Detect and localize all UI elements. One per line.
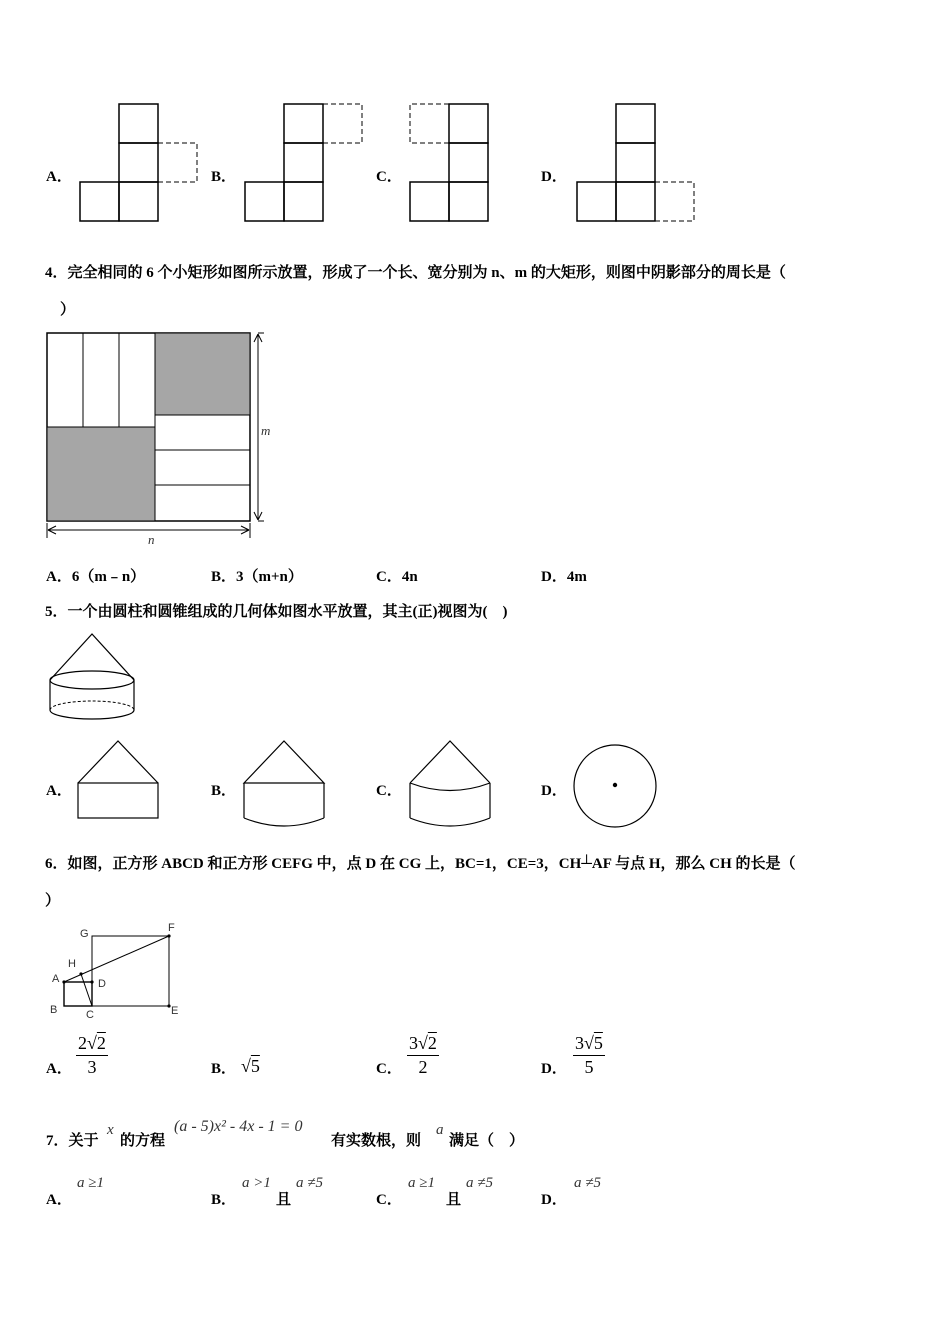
q5-option-a-letter[interactable]: A． [46,783,72,799]
q5-option-b-letter[interactable]: B． [211,783,237,799]
q6-option-d-denominator: 5 [584,1057,594,1077]
q4-rectangle-figure [44,330,284,550]
q7-stem-mid: 的方程 [120,1133,166,1149]
q6-point-b: B [50,1004,58,1016]
q3-option-a-letter[interactable]: A． [46,169,72,185]
q4-option-a[interactable] [46,565,145,586]
q7-option-b-letter[interactable]: B． [211,1192,237,1208]
q6-stem-line2: ） [45,893,61,909]
q7-option-c-conj: 且 [446,1192,462,1208]
q7-var-a: a [436,1122,444,1138]
q4-option-c[interactable] [376,565,418,586]
q4-option-b[interactable] [211,565,303,586]
q3-figure-a [78,102,203,226]
q6-option-c-fraction: $\frac{3√2}{2}$ [409,1033,437,1077]
q4-stem-line2: ） [60,302,76,318]
q3-figure-b [243,102,368,226]
q3-figure-d [575,102,700,226]
q6-option-a-denominator: 3 [87,1057,97,1077]
q6-option-d-letter[interactable]: D． [541,1061,567,1077]
q6-point-e: E [171,1005,179,1017]
q6-option-a-coef: 2 [78,1033,87,1053]
q7-equation: (a - 5)x² - 4x - 1 = 0 [174,1118,303,1135]
q7-option-b-conj: 且 [276,1192,292,1208]
q7-option-a-letter[interactable]: A． [46,1192,72,1208]
q6-option-d-fraction: $\frac{3√5}{5}$ [575,1033,603,1077]
q7-stem-suffix: 满足（ ） [449,1133,525,1149]
q7-option-d-cond: a ≠5 [574,1175,601,1191]
q4-stem-line1: 4．完全相同的 6 个小矩形如图所示放置，形成了一个长、宽分别为 n、m 的大矩形，则图中阴影部分的周长是（ [45,265,786,281]
q7-stem-prefix: 7．关于 [46,1133,99,1149]
q4-label-m: m [261,423,271,438]
q4-option-b-text: 3（m+n） [236,569,303,585]
q6-point-c: C [86,1009,94,1021]
q3-option-c-letter[interactable]: C． [376,169,402,185]
q6-point-f: F [168,922,175,934]
q3-figure-c [408,102,533,226]
q7-option-c-cond2: a ≠5 [466,1175,493,1191]
q7-option-c-cond1: a ≥1 [408,1175,435,1191]
q6-option-c-coef: 3 [409,1033,418,1053]
q5-figure-b [242,738,328,830]
q7-option-d-letter[interactable]: D． [541,1192,567,1208]
q6-point-h: H [68,958,76,970]
q3-option-b-letter[interactable]: B． [211,169,237,185]
q7-stem-mid2: 有实数根，则 [331,1133,422,1149]
q5-stem: 5．一个由圆柱和圆锥组成的几何体如图水平放置，其主(正)视图为( ) [45,604,508,620]
q5-figure-d [572,743,660,831]
q3-option-d-letter[interactable]: D． [541,169,567,185]
q6-option-d-radicand: 5 [593,1033,603,1053]
q4-option-c-text: 4n [401,569,418,585]
q7-option-a-cond: a ≥1 [77,1175,104,1191]
q4-option-c-letter: C． [376,569,402,585]
q6-point-a: A [52,973,60,985]
q6-option-b-radicand: 5 [250,1056,260,1076]
q5-option-d-letter[interactable]: D． [541,783,567,799]
q6-option-b-value: √5 [241,1056,260,1076]
q4-option-d-text: 4m [566,569,587,585]
q6-option-a-letter[interactable]: A． [46,1061,72,1077]
q5-figure-c [408,738,494,830]
q6-option-a-fraction: $\frac{2√2}{3}$ [78,1033,106,1077]
q6-option-a-radicand: 2 [96,1033,106,1053]
q4-option-b-letter: B． [211,569,237,585]
q5-option-c-letter[interactable]: C． [376,783,402,799]
q6-point-d: D [98,978,106,990]
q4-option-a-letter: A． [46,569,72,585]
q6-option-c-radicand: 2 [427,1033,437,1053]
q6-option-c-letter[interactable]: C． [376,1061,402,1077]
q6-squares-figure [46,920,191,1020]
q5-solid-figure [46,630,141,725]
q7-option-b-cond1: a >1 [242,1175,271,1191]
q4-option-d[interactable] [541,565,587,586]
q6-stem-line1: 6．如图，正方形 ABCD 和正方形 CEFG 中，点 D 在 CG 上，BC=1，CE=3，CH┴AF 与点 H，那么 CH 的长是（ [45,856,796,872]
q4-label-n: n [148,532,155,547]
q4-option-d-letter: D． [541,569,567,585]
q6-point-g: G [80,928,89,940]
q7-option-c-letter[interactable]: C． [376,1192,402,1208]
q4-option-a-text: 6（m﹣n） [71,569,146,585]
q6-option-b-letter[interactable]: B． [211,1061,237,1077]
q5-figure-a [76,738,162,824]
q7-option-b-cond2: a ≠5 [296,1175,323,1191]
q7-var-x: x [107,1122,114,1138]
q6-option-c-denominator: 2 [418,1057,428,1077]
q6-option-d-coef: 3 [575,1033,584,1053]
